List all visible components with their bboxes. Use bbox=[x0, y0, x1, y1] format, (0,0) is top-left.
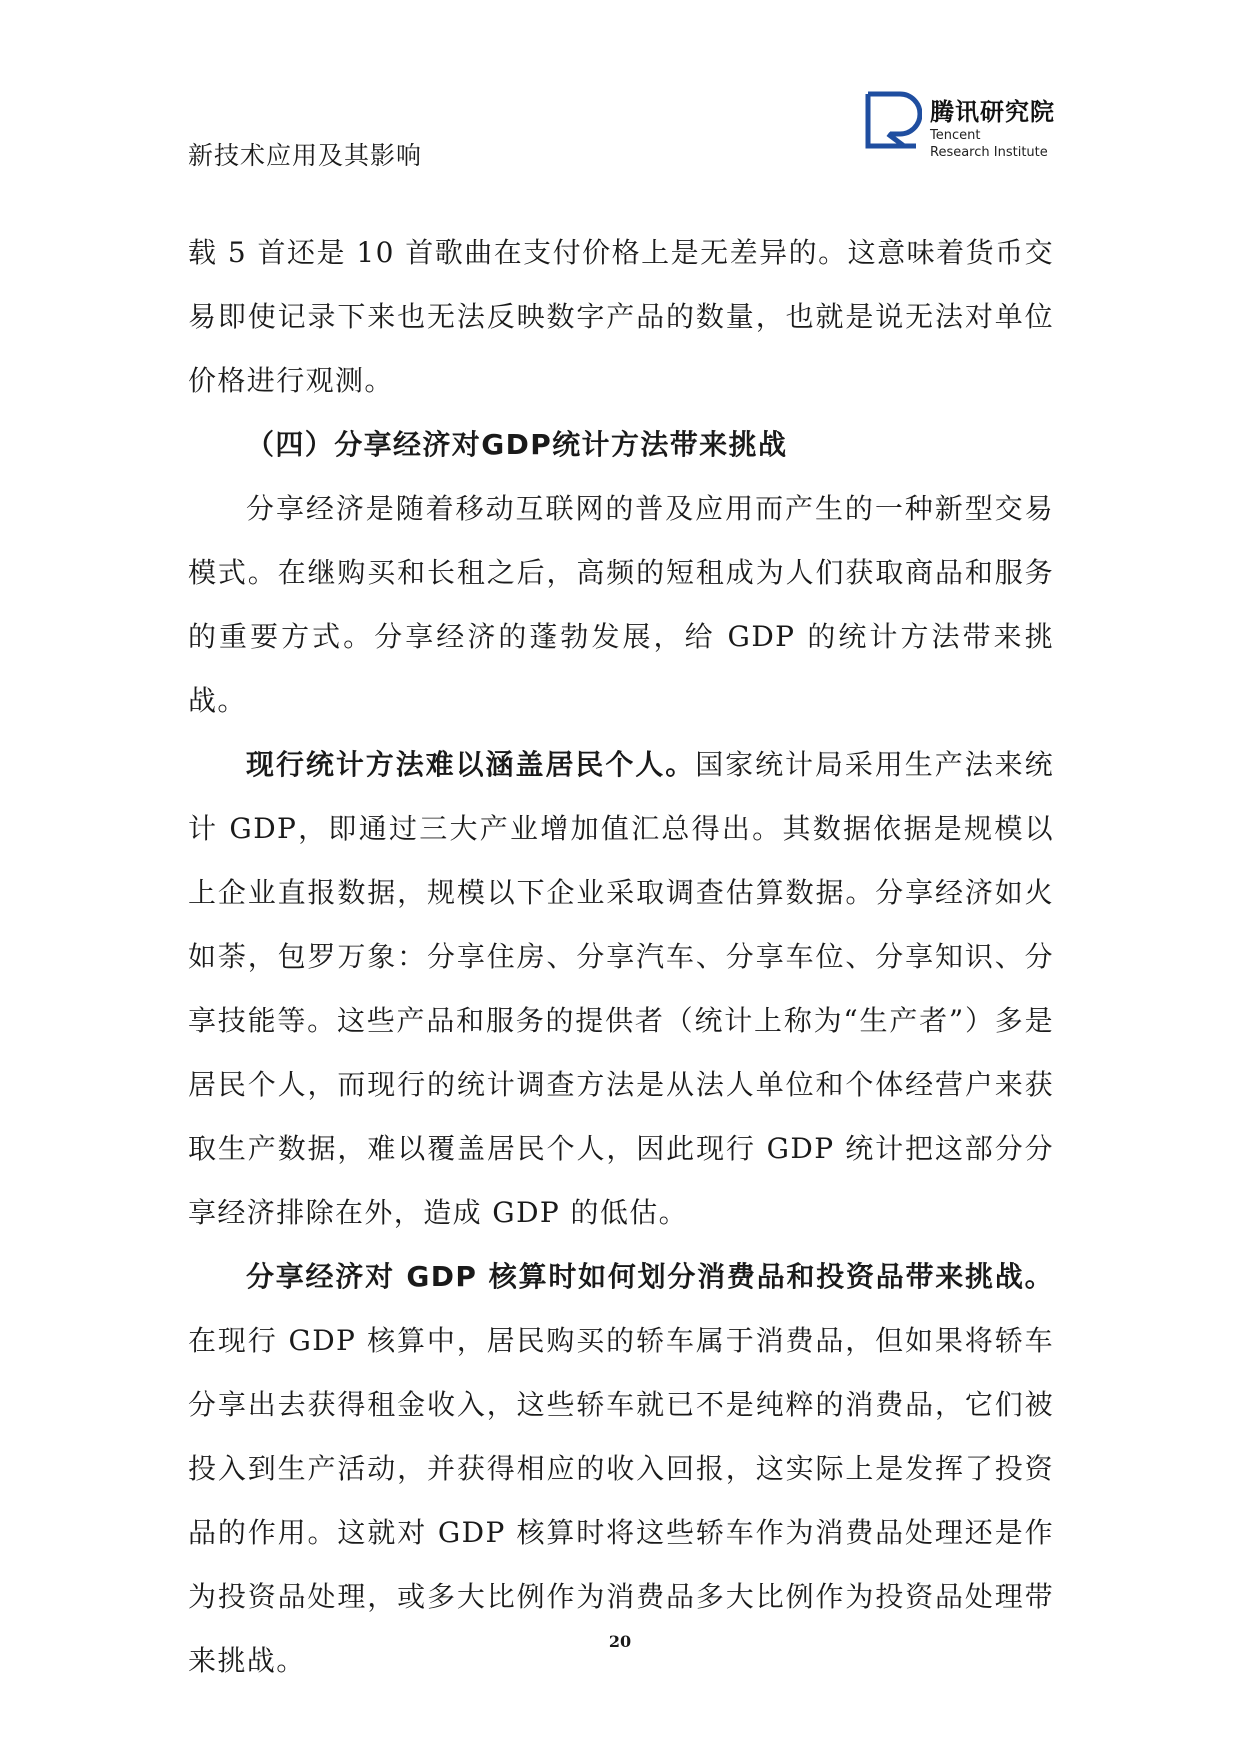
paragraph-consumption-investment bbox=[188, 1245, 1054, 1693]
section-heading: （四）分享经济对GDP统计方法带来挑战 bbox=[246, 428, 788, 461]
paragraph-individuals-text: 国家统计局采用生产法来统计 GDP，即通过三大产业增加值汇总得出。其数据依据是规模以上企业直报数据，规模以下企业采取调查估算数据。分享经济如火如荼，包罗万象：分享住房、分享汽车、分享车位、分享知识、分享技能等。这些产品和服务的提供者（统计上称为“生产者”）多是居民个人，而现行的统计调查方法是从法人单位和个体经营户来获取生产数据，难以覆盖居民个人，因此现行 GDP 统计把这部分分享经济排除在外，造成 GDP 的低估。 bbox=[188, 748, 1054, 1229]
logo-mark-icon bbox=[858, 88, 922, 152]
running-header-title: 新技术应用及其影响 bbox=[188, 141, 423, 170]
logo-name-en-line2: Research Institute bbox=[930, 145, 1048, 160]
paragraph-consumption-investment-text: 在现行 GDP 核算中，居民购买的轿车属于消费品，但如果将轿车分享出去获得租金收入，这些轿车就已不是纯粹的消费品，它们被投入到生产活动，并获得相应的收入回报，这实际上是发挥了投资品的作用。这就对 GDP 核算时将这些轿车作为消费品处理还是作为投资品处理，或多大比例作为消费品多大比例作为投资品处理带来挑战。 bbox=[188, 1324, 1054, 1677]
page-number: 20 bbox=[608, 1632, 632, 1651]
tencent-research-institute-logo bbox=[858, 88, 1068, 168]
paragraph-consumption-investment-lead: 分享经济对 GDP 核算时如何划分消费品和投资品带来挑战。 bbox=[246, 1260, 1054, 1293]
logo-name-cn: 腾讯研究院 bbox=[930, 98, 1055, 126]
paragraph-individuals bbox=[188, 733, 1054, 1245]
document-body bbox=[188, 221, 1054, 1693]
paragraph-intro: 分享经济是随着移动互联网的普及应用而产生的一种新型交易模式。在继购买和长租之后，高频的短租成为人们获取商品和服务的重要方式。分享经济的蓬勃发展，给 GDP 的统计方法带来挑战。 bbox=[188, 492, 1054, 717]
paragraph-individuals-lead: 现行统计方法难以涵盖居民个人。 bbox=[246, 748, 696, 781]
paragraph-continued: 载 5 首还是 10 首歌曲在支付价格上是无差异的。这意味着货币交易即使记录下来也无法反映数字产品的数量，也就是说无法对单位价格进行观测。 bbox=[188, 236, 1054, 397]
logo-name-en-line1: Tencent bbox=[930, 128, 981, 143]
